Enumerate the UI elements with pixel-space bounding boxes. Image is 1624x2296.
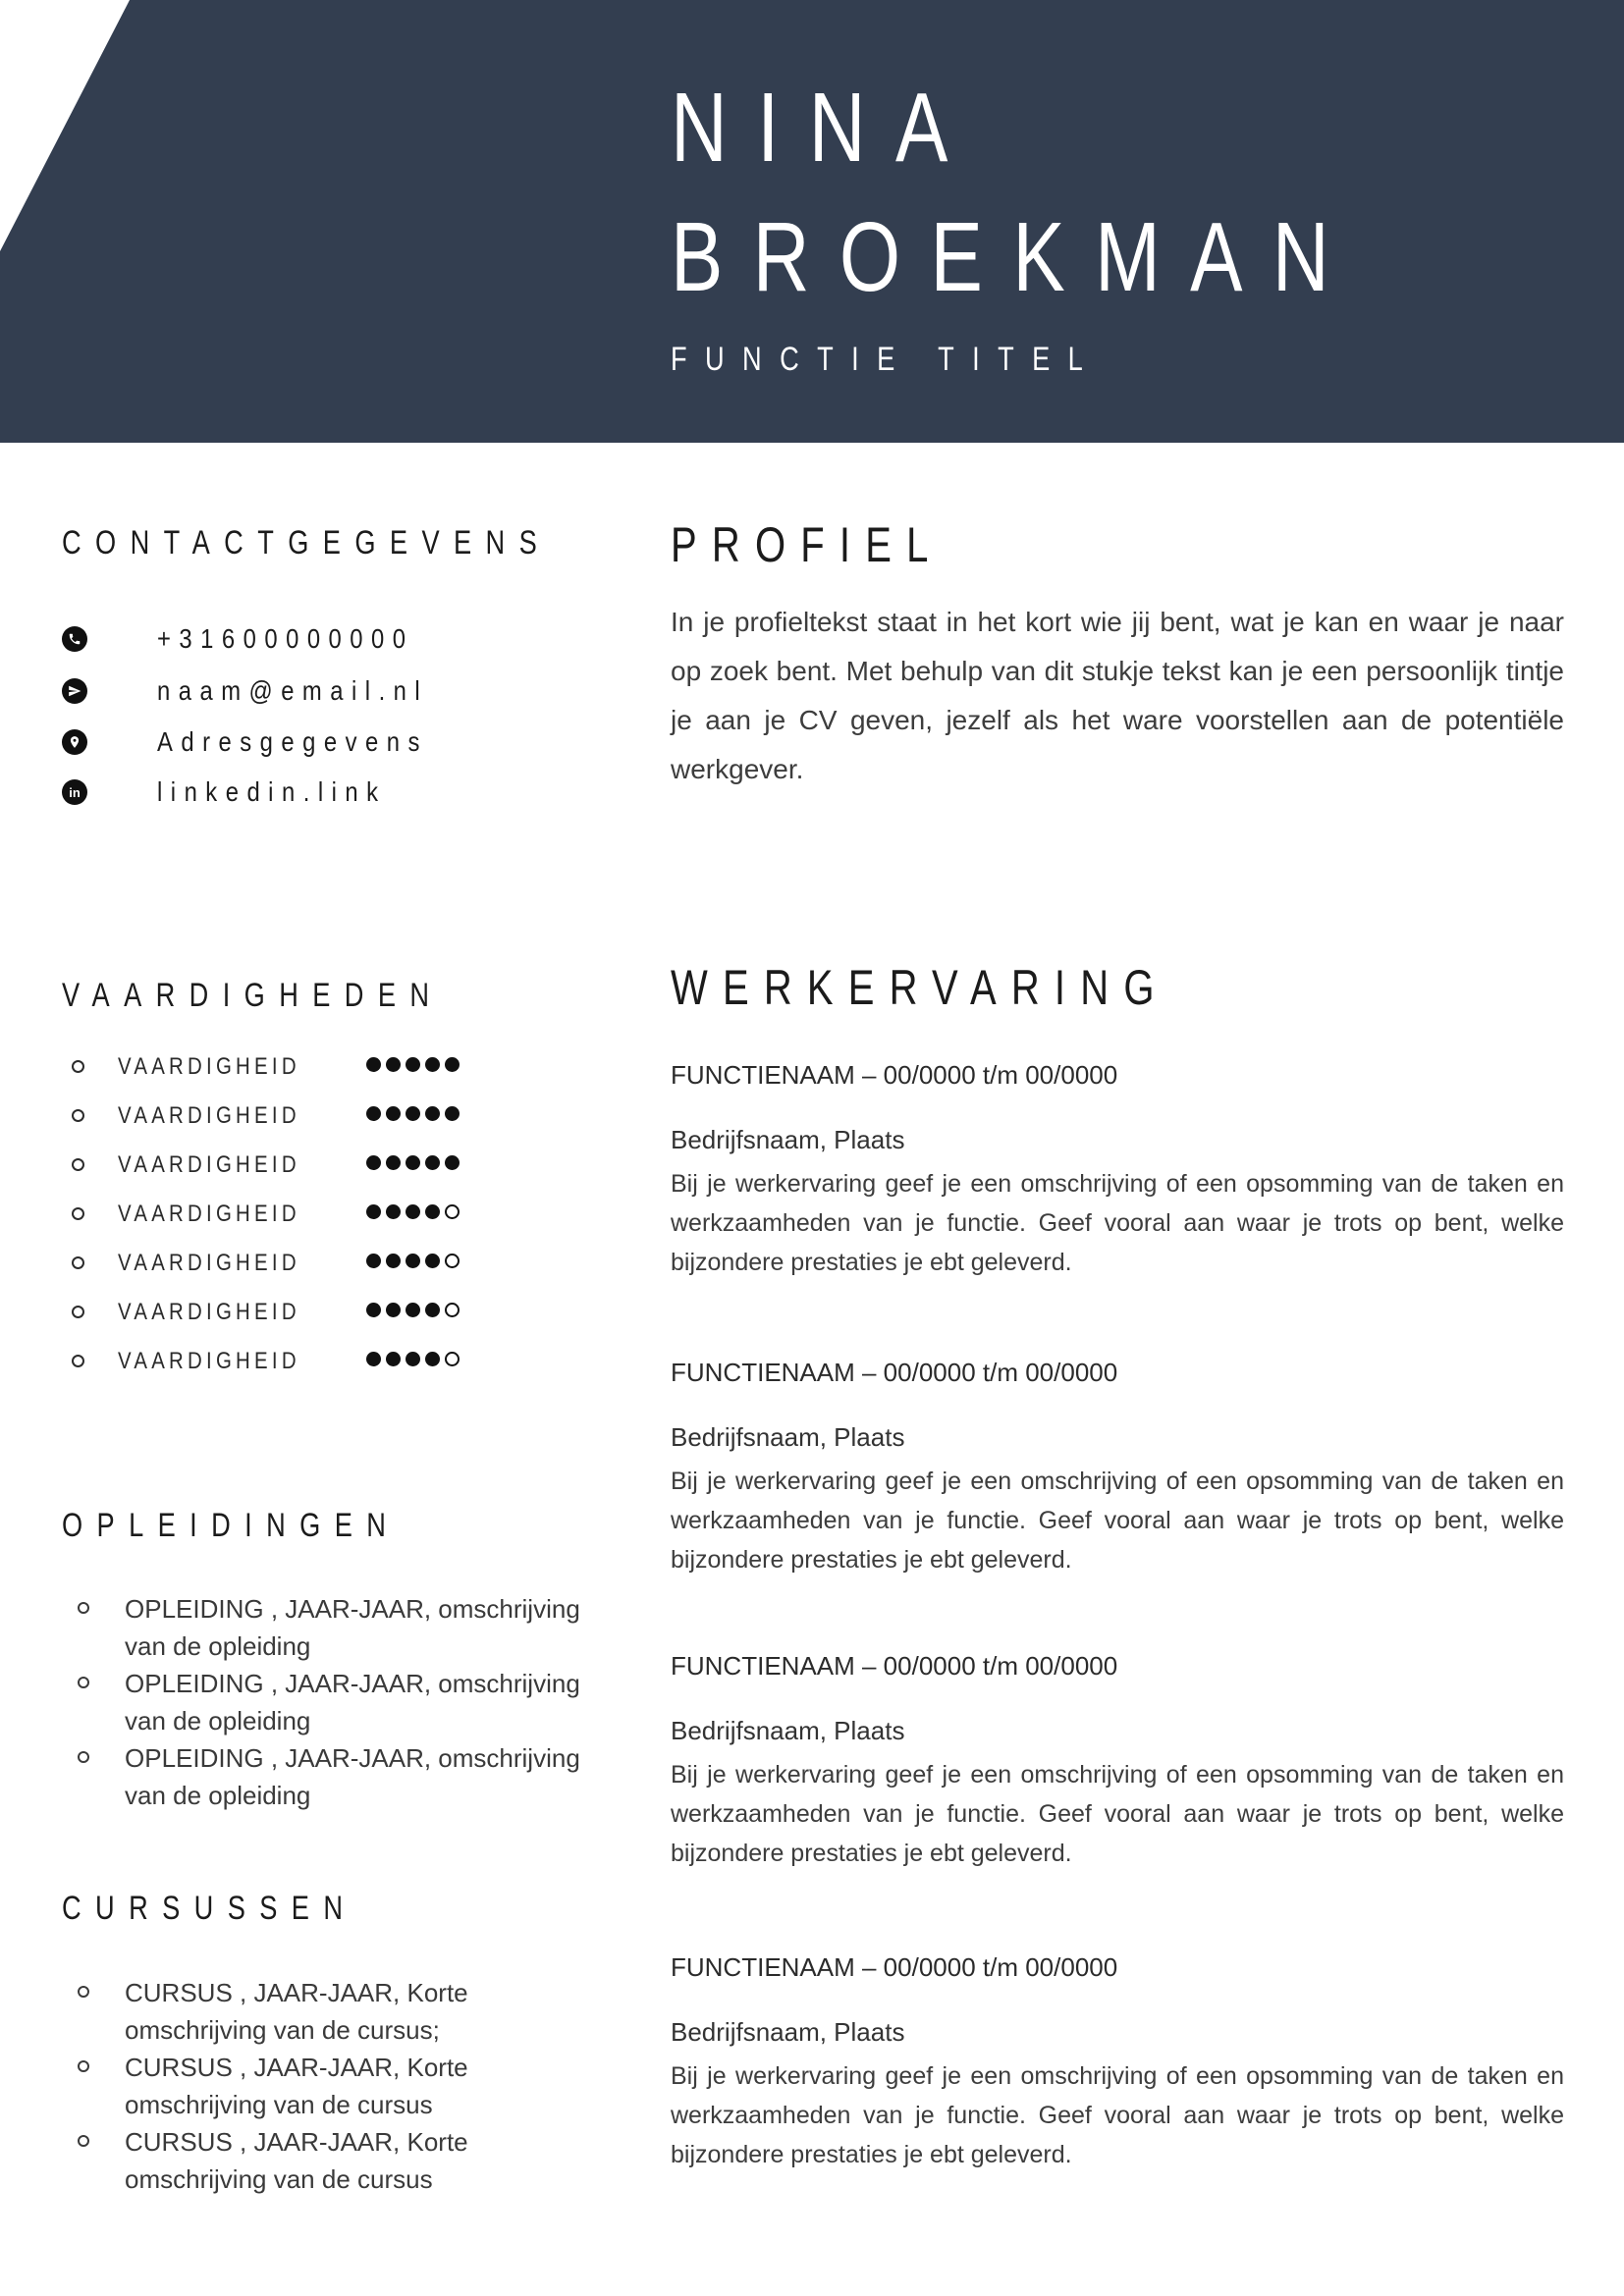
job-entry [671,1358,1564,1579]
skill-label: VAARDIGHEID [118,1102,300,1129]
rating-dot-open-icon [445,1254,460,1268]
education-section-title: OPLEIDINGEN [62,1507,401,1544]
phone-number: +31600000000 [157,623,414,654]
education-list [76,1590,611,1814]
list-item: CURSUS , JAAR-JAAR, Korte omschrijving van de cursus [76,2123,611,2198]
skill-row [72,1299,494,1326]
skill-row [72,1102,494,1130]
rating-dot-filled-icon [406,1057,420,1072]
rating-dot-filled-icon [386,1204,401,1219]
skill-row [72,1151,494,1179]
list-item: CURSUS , JAAR-JAAR, Korte omschrijving van de cursus [76,2049,611,2123]
job-title-line: FUNCTIENAAM – 00/0000 t/m 00/0000 [671,1651,1118,1681]
phone-icon [62,626,87,652]
skill-rating [366,1155,460,1170]
location-icon [62,729,87,755]
job-company-line: Bedrijfsnaam, Plaats [671,1125,905,1154]
bullet-circle-icon [72,1207,84,1220]
rating-dot-filled-icon [366,1106,381,1121]
rating-dot-filled-icon [406,1106,420,1121]
contact-section-title: CONTACTGEGEVENS [62,524,552,561]
rating-dot-filled-icon [425,1155,440,1170]
rating-dot-filled-icon [406,1303,420,1317]
rating-dot-open-icon [445,1303,460,1317]
rating-dot-filled-icon [445,1155,460,1170]
last-name: BROEKMAN [671,202,1360,312]
header-banner [0,0,1624,443]
rating-dot-open-icon [445,1352,460,1366]
rating-dot-filled-icon [406,1352,420,1366]
job-title-line: FUNCTIENAAM – 00/0000 t/m 00/0000 [671,1358,1118,1387]
rating-dot-filled-icon [386,1254,401,1268]
job-title: FUNCTIE TITEL [671,341,1102,378]
rating-dot-filled-icon [406,1204,420,1219]
list-item: CURSUS , JAAR-JAAR, Korte omschrijving van de cursus; [76,1974,611,2049]
rating-dot-filled-icon [386,1303,401,1317]
rating-dot-filled-icon [445,1057,460,1072]
bullet-circle-icon [72,1256,84,1269]
rating-dot-filled-icon [425,1204,440,1219]
job-entry [671,1952,1564,2174]
rating-dot-filled-icon [406,1254,420,1268]
rating-dot-filled-icon [366,1057,381,1072]
job-description: Bij je werkervaring geef je een omschrijving of een opsomming van de taken en werkzaamheden van je functie. Geef vooral aan waar je trots op bent, welke bijzondere prestaties je ebt geleverd. [671,1468,1564,1574]
skill-label: VAARDIGHEID [118,1299,300,1325]
profile-section-title: PROFIEL [671,517,944,572]
rating-dot-filled-icon [386,1106,401,1121]
job-title-line: FUNCTIENAAM – 00/0000 t/m 00/0000 [671,1060,1118,1090]
skill-label: VAARDIGHEID [118,1053,300,1080]
rating-dot-filled-icon [386,1057,401,1072]
skills-section-title: VAARDIGHEDEN [62,977,444,1014]
job-entry [671,1060,1564,1282]
address-text: Adresgegevens [157,726,428,757]
rating-dot-filled-icon [386,1352,401,1366]
skill-rating [366,1303,460,1317]
skill-label: VAARDIGHEID [118,1348,300,1374]
experience-section-title: WERKERVARING [671,960,1169,1015]
job-entry [671,1651,1564,1873]
bullet-circle-icon [72,1306,84,1318]
job-company-line: Bedrijfsnaam, Plaats [671,2017,905,2047]
profile-text: In je profieltekst staat in het kort wie jij bent, wat je kan en waar je naar op zoek bent. Met behulp van dit stukje tekst kan je een persoonlijk tintje je aan je CV geven, jezelf als het ware voorstellen aan de potentiële werkgever. [671,607,1564,784]
skill-row [72,1201,494,1228]
linkedin-link: linkedin.link [157,776,387,807]
job-title-line: FUNCTIENAAM – 00/0000 t/m 00/0000 [671,1952,1118,1982]
rating-dot-filled-icon [386,1155,401,1170]
skill-row [72,1250,494,1277]
contact-row-linkedin [62,778,427,806]
rating-dot-filled-icon [425,1254,440,1268]
skill-label: VAARDIGHEID [118,1151,300,1178]
corner-triangle-decoration [0,0,130,251]
first-name: NINA [671,73,978,183]
rating-dot-filled-icon [366,1204,381,1219]
list-item: OPLEIDING , JAAR-JAAR, omschrijving van de opleiding [76,1590,611,1665]
rating-dot-filled-icon [406,1155,420,1170]
skill-rating [366,1106,460,1121]
rating-dot-filled-icon [445,1106,460,1121]
rating-dot-filled-icon [366,1254,381,1268]
skill-rating [366,1204,460,1219]
list-item: OPLEIDING , JAAR-JAAR, omschrijving van de opleiding [76,1665,611,1739]
job-description: Bij je werkervaring geef je een omschrijving of een opsomming van de taken en werkzaamheden van je functie. Geef vooral aan waar je trots op bent, welke bijzondere prestaties je ebt geleverd. [671,1170,1564,1276]
skill-row [72,1053,494,1081]
skill-row [72,1348,494,1375]
rating-dot-filled-icon [425,1057,440,1072]
bullet-circle-icon [72,1158,84,1171]
rating-dot-filled-icon [425,1106,440,1121]
courses-section-title: CURSUSSEN [62,1890,357,1927]
linkedin-icon: in [62,779,87,805]
skill-label: VAARDIGHEID [118,1250,300,1276]
job-description: Bij je werkervaring geef je een omschrijving of een opsomming van de taken en werkzaamheden van je functie. Geef vooral aan waar je trots op bent, welke bijzondere prestaties je ebt geleverd. [671,1761,1564,1867]
skill-label: VAARDIGHEID [118,1201,300,1227]
contact-row-address [62,728,476,756]
contact-row-phone [62,625,460,653]
job-company-line: Bedrijfsnaam, Plaats [671,1716,905,1745]
rating-dot-filled-icon [425,1352,440,1366]
rating-dot-filled-icon [366,1352,381,1366]
rating-dot-filled-icon [425,1303,440,1317]
skill-rating [366,1057,460,1072]
email-address: naam@email.nl [157,675,429,706]
bullet-circle-icon [72,1109,84,1122]
skill-rating [366,1352,460,1366]
bullet-circle-icon [72,1060,84,1073]
job-company-line: Bedrijfsnaam, Plaats [671,1422,905,1452]
list-item: OPLEIDING , JAAR-JAAR, omschrijving van de opleiding [76,1739,611,1814]
rating-dot-filled-icon [366,1303,381,1317]
contact-row-email [62,677,476,705]
rating-dot-open-icon [445,1204,460,1219]
courses-list [76,1974,611,2198]
rating-dot-filled-icon [366,1155,381,1170]
bullet-circle-icon [72,1355,84,1367]
send-icon [62,678,87,704]
job-description: Bij je werkervaring geef je een omschrijving of een opsomming van de taken en werkzaamheden van je functie. Geef vooral aan waar je trots op bent, welke bijzondere prestaties je ebt geleverd. [671,2062,1564,2168]
skill-rating [366,1254,460,1268]
